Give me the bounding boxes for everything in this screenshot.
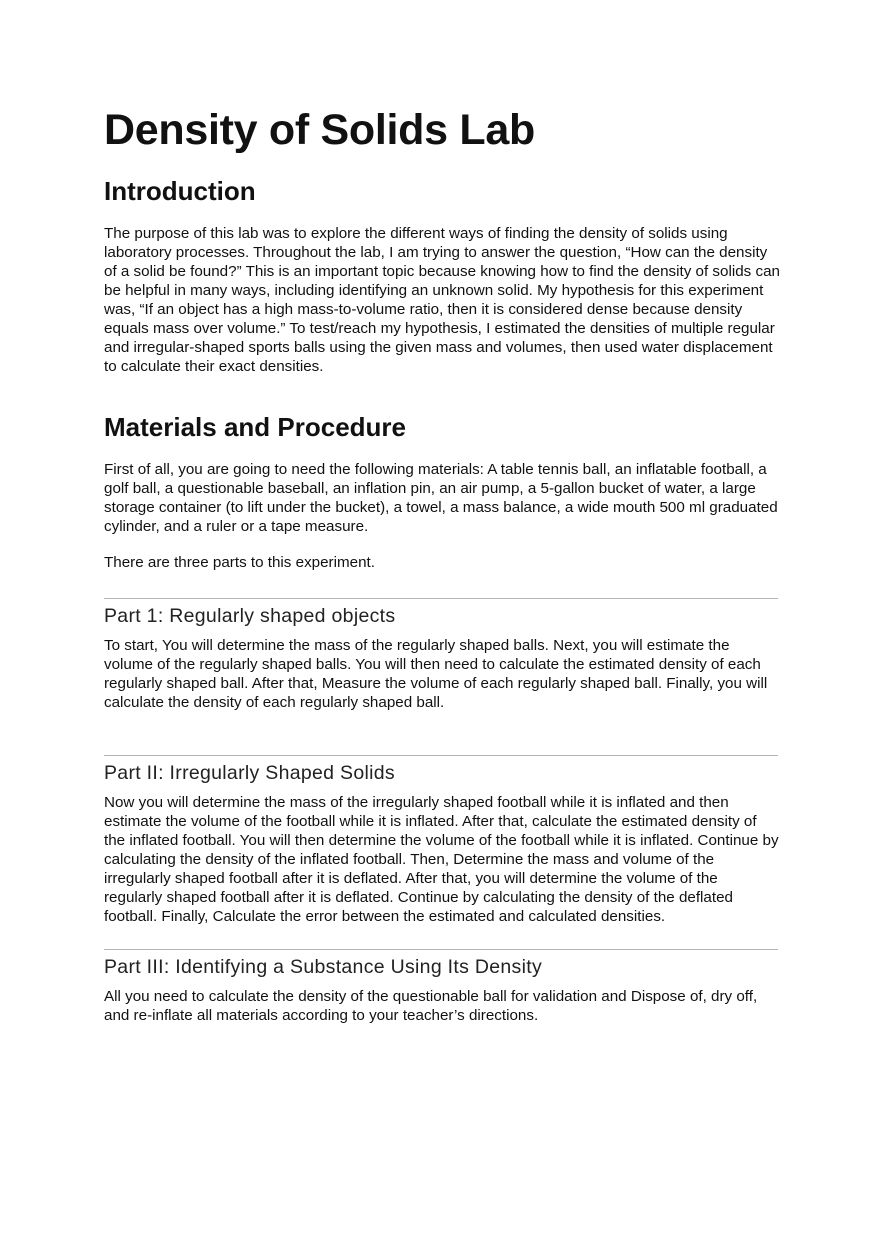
parts-intro-paragraph: There are three parts to this experiment. — [104, 554, 375, 571]
materials-heading: Materials and Procedure — [104, 412, 406, 442]
part1-heading: Part 1: Regularly shaped objects — [104, 605, 396, 627]
part3-paragraph: All you need to calculate the density of the questionable ball for validation and Dispose of, dry off, and re-inflate all materials according to your teacher’s directions. — [104, 988, 758, 1024]
part2-paragraph: Now you will determine the mass of the irregularly shaped football while it is inflated and then estimate the volume of the football while it is inflated. After that, calculate the estimated density of the inflated football. You will then determine the volume of the football while it is inflated. Continue by calculating the density of the inflated football. Then, Determine the mass and volume of the irregularly shaped football after it is deflated. After that, you will determine the volume of the regularly shaped football after it is deflated. Continue by calculating the density of the deflated football. Finally, Calculate the error between the estimated and calculated densities. — [104, 794, 779, 925]
part3-heading: Part III: Identifying a Substance Using Its Density — [104, 956, 543, 978]
part1-divider — [104, 598, 778, 599]
document-title: Density of Solids Lab — [104, 106, 535, 154]
part2-divider — [104, 755, 778, 756]
part2-heading: Part II: Irregularly Shaped Solids — [104, 762, 395, 784]
part1-paragraph: To start, You will determine the mass of the regularly shaped balls. Next, you will estimate the volume of the regularly shaped balls. You will then need to calculate the estimated density of each regularly shaped ball. After that, Measure the volume of each regularly shaped ball. Finally, you will calculate the density of each regularly shaped ball. — [104, 637, 768, 711]
part3-divider — [104, 949, 778, 950]
introduction-heading: Introduction — [104, 176, 256, 206]
introduction-paragraph: The purpose of this lab was to explore the different ways of finding the density of solids using laboratory processes. Throughout the lab, I am trying to answer the question, “How can the density of a solid be found?” This is an important topic because knowing how to find the density of solids can be helpful in many ways, including identifying an unknown solid. My hypothesis for this experiment was, “If an object has a high mass-to-volume ratio, then it is considered dense because density equals mass over volume.” To test/reach my hypothesis, I estimated the densities of multiple regular and irregular-shaped sports balls using the given mass and volumes, then used water displacement to calculate their exact densities. — [104, 225, 780, 375]
materials-paragraph: First of all, you are going to need the following materials: A table tennis ball, an inflatable football, a golf ball, a questionable baseball, an inflation pin, an air pump, a 5-gallon bucket of water, a large storage container (to lift under the bucket), a towel, a mass balance, a wide mouth 500 ml graduated cylinder, and a ruler or a tape measure. — [104, 461, 778, 535]
